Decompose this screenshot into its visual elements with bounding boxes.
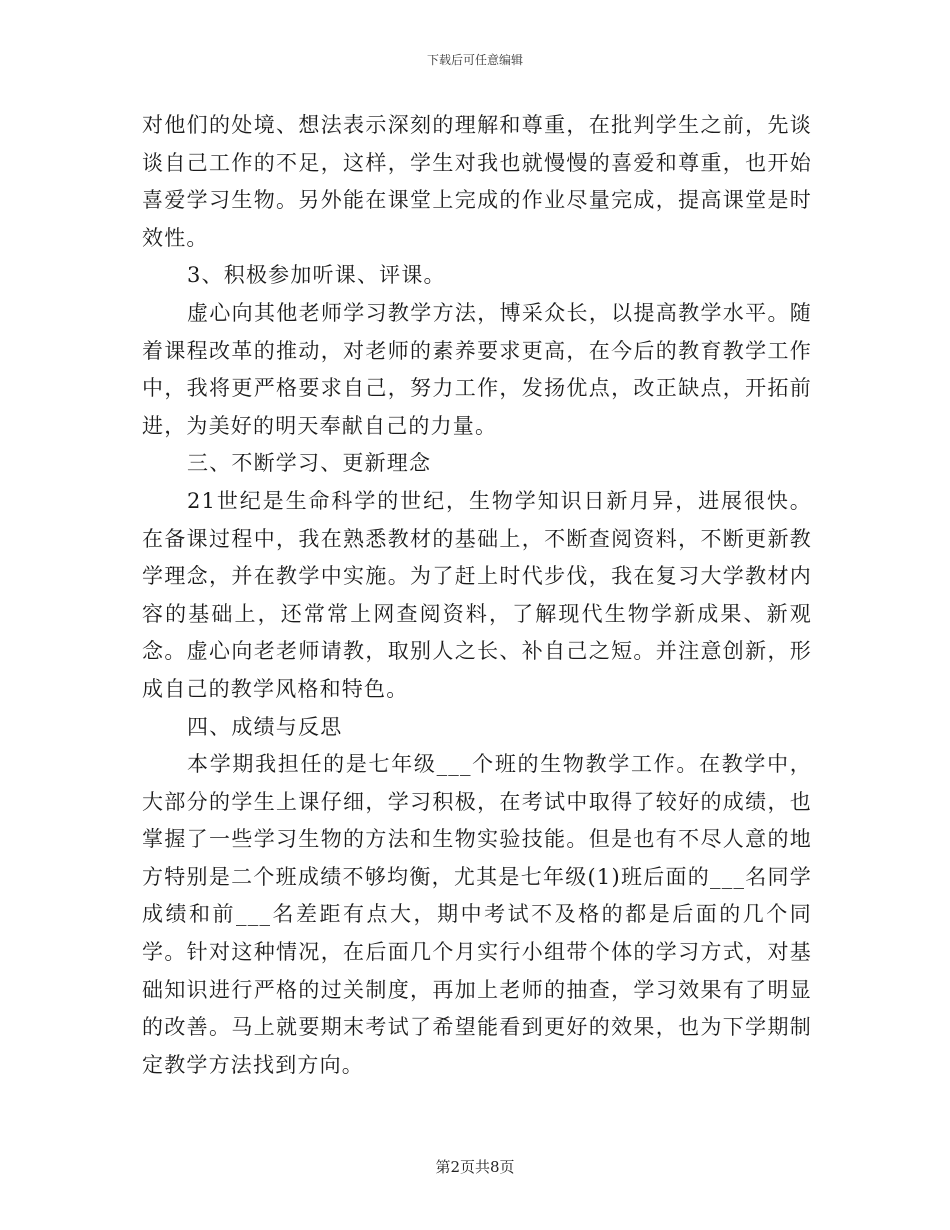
section-heading: 三、不断学习、更新理念: [187, 451, 432, 476]
paragraph: 21世纪是生命科学的世纪，生物学知识日新月异，进展很快。在备课过程中，我在熟悉教材的基础上，不断查阅资料，不断更新教学理念，并在教学中实施。为了赶上时代步伐，我在复习大学教材内容的基础上，还常常上网查阅资料，了解现代生物学新成果、新观念。虚心向老老师请教，取别人之长、补自己之短。并注意创新，形成自己的教学风格和特色。: [142, 488, 812, 701]
document-body: [142, 107, 812, 1084]
page-header: 下载后可任意编辑: [426, 53, 523, 67]
section-heading: 四、成绩与反思: [187, 714, 343, 739]
paragraph: 本学期我担任的是七年级___个班的生物教学工作。在教学中，大部分的学生上课仔细，学习积极，在考试中取得了较好的成绩，也掌握了一些学习生物的方法和生物实验技能。但是也有不尽人意的地方特别是二个班成绩不够均衡，尤其是七年级(1)班后面的___名同学成绩和前___名差距有点大，期中考试不及格的都是后面的几个同学。针对这种情况，在后面几个月实行小组带个体的学习方式，对基础知识进行严格的过关制度，再加上老师的抽查，学习效果有了明显的改善。马上就要期末考试了希望能看到更好的效果，也为下学期制定教学方法找到方向。: [142, 752, 812, 1077]
page-footer: 第2页共8页: [435, 1158, 515, 1176]
paragraph-continuation: 对他们的处境、想法表示深刻的理解和尊重，在批判学生之前，先谈谈自己工作的不足，这样，学生对我也就慢慢的喜爱和尊重，也开始喜爱学习生物。另外能在课堂上完成的作业尽量完成，提高课堂是时效性。: [142, 113, 812, 250]
paragraph: 虚心向其他老师学习教学方法，博采众长，以提高教学水平。随着课程改革的推动，对老师的素养要求更高，在今后的教育教学工作中，我将更严格要求自己，努力工作，发扬优点，改正缺点，开拓前进，为美好的明天奉献自己的力量。: [142, 300, 812, 438]
subsection-heading: 3、积极参加听课、评课。: [187, 263, 446, 288]
